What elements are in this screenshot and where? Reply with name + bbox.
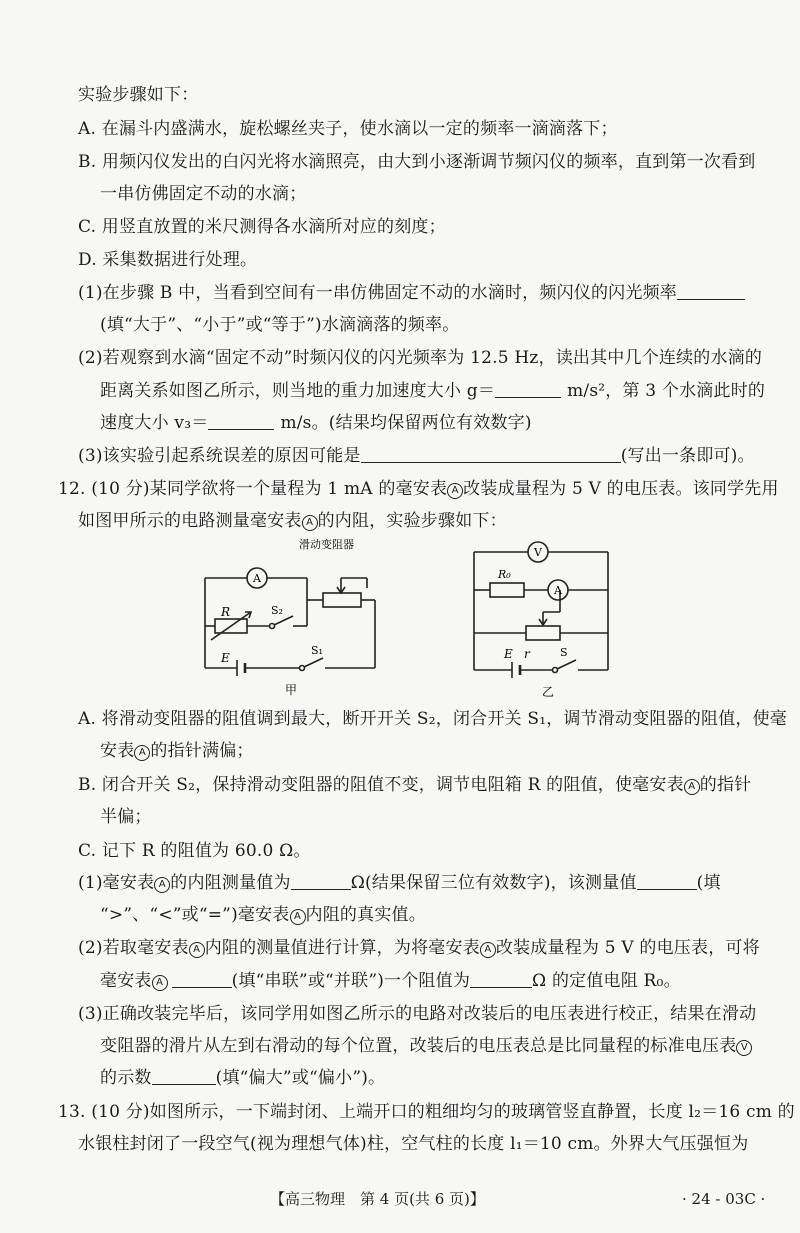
ammeter-label: A	[253, 572, 261, 585]
ammeter-symbol: A	[447, 483, 463, 499]
q12-step-a-line1: A. 将滑动变阻器的阻值调到最大，断开开关 S₂，闭合开关 S₁，调节滑动变阻器的阻值，使毫	[78, 709, 788, 729]
page-footer-code: · 24 - 03C ·	[682, 1190, 766, 1208]
ammeter-symbol: A	[134, 745, 150, 761]
answer-blank-g[interactable]	[495, 381, 561, 398]
answer-blank-v3[interactable]	[208, 413, 274, 430]
q11-part1-line1: (1)在步骤 B 中，当看到空间有一串仿佛固定不动的水滴时，频闪仪的闪光频率	[78, 282, 745, 304]
q12-part2-line2: 毫安表 A (填“串联”或“并联”)一个阻值为 Ω 的定值电阻 R₀。	[100, 971, 681, 991]
step-c: C. 用竖直放置的米尺测得各水滴所对应的刻度；	[78, 217, 446, 237]
q12-step-c: C. 记下 R 的阻值为 60.0 Ω。	[78, 841, 311, 861]
q12-step-b-line2: 半偏；	[100, 807, 152, 827]
voltmeter-symbol: V	[736, 1040, 752, 1056]
ammeter-symbol: A	[152, 975, 168, 991]
q12-part2-line1: (2)若取毫安表 A 内阻的测量值进行计算，为将毫安表 A 改装成量程为 5 V 的电压表，可将	[78, 938, 760, 958]
answer-blank-error[interactable]	[361, 446, 621, 463]
q12-step-a-line2: 安表 A 的指针满偏；	[100, 741, 254, 761]
step-d: D. 采集数据进行处理。	[78, 250, 258, 270]
q11-part2-line3: 速度大小 v₃＝ m/s。(结果均保留两位有效数字)	[100, 413, 532, 433]
voltmeter-label: V	[534, 546, 542, 559]
q11-part1-line2: (填“大于”、“小于”或“等于”)水滴滴落的频率。	[100, 315, 460, 335]
circuit-figure-jia	[195, 530, 395, 700]
ammeter-label: A	[554, 584, 562, 597]
answer-blank-resistance[interactable]	[291, 873, 351, 890]
ammeter-symbol: A	[290, 909, 306, 925]
circuit-figure-yi	[460, 530, 630, 700]
q11-part2-line2: 距离关系如图乙所示，则当地的重力加速度大小 g＝ m/s²，第 3 个水滴此时的	[100, 381, 766, 401]
ammeter-symbol: A	[154, 877, 170, 893]
q12-line2: 如图甲所示的电路测量毫安表 A 的内阻，实验步骤如下：	[78, 511, 507, 531]
steps-intro: 实验步骤如下：	[78, 85, 199, 105]
switch-s1-label: S₁	[311, 644, 323, 657]
ammeter-symbol: A	[189, 942, 205, 958]
emf-label: E	[504, 647, 513, 661]
q12-step-b-line1: B. 闭合开关 S₂，保持滑动变阻器的阻值不变，调节电阻箱 R 的阻值，使毫安表 A 的指针	[78, 775, 752, 795]
answer-blank-compare[interactable]	[637, 873, 697, 890]
step-a: A. 在漏斗内盛满水，旋松螺丝夹子，使水滴以一定的频率一滴滴落下；	[78, 119, 618, 139]
q11-part3: (3)该实验引起系统误差的原因可能是 (写出一条即可)。	[78, 446, 755, 466]
ammeter-symbol: A	[684, 779, 700, 795]
internal-resistance-label: r	[524, 647, 530, 661]
q12-part3-line3: 的示数 (填“偏大”或“偏小”)。	[100, 1068, 386, 1088]
q12-part3-line1: (3)正确改装完毕后，该同学用如图乙所示的电路对改装后的电压表进行校正，结果在滑动	[78, 1004, 757, 1024]
q11-part2-line1: (2)若观察到水滴“固定不动”时频闪仪的闪光频率为 12.5 Hz，读出其中几个连续的水滴的	[78, 348, 763, 368]
answer-blank-connection[interactable]	[172, 971, 232, 988]
resistor-box-label: R	[221, 605, 231, 619]
q12-part3-line2: 变阻器的滑片从左到右滑动的每个位置，改装后的电压表总是比同量程的标准电压表 V	[100, 1035, 752, 1057]
page-footer-center: 【高三物理 第 4 页(共 6 页)】	[270, 1190, 485, 1208]
rheostat-label: 滑动变阻器	[299, 538, 354, 551]
answer-blank-r0[interactable]	[470, 971, 532, 988]
step-b-line1: B. 用频闪仪发出的白闪光将水滴照亮，由大到小逐渐调节频闪仪的频率，直到第一次看到	[78, 152, 756, 172]
q12-line1: 12. (10 分)某同学欲将一个量程为 1 mA 的毫安表 A 改装成量程为 5 V 的电压表。该同学先用	[58, 479, 779, 499]
answer-blank-reading[interactable]	[152, 1068, 216, 1085]
step-b-line2: 一串仿佛固定不动的水滴；	[100, 184, 307, 204]
resistor-r0-label: R₀	[498, 568, 511, 581]
q13-line1: 13. (10 分)如图所示，一下端封闭、上端开口的粗细均匀的玻璃管竖直静置，长度 l₂＝16 cm 的	[58, 1102, 795, 1122]
q12-part1-line1: (1)毫安表 A 的内阻测量值为 Ω(结果保留三位有效数字)，该测量值 (填	[78, 873, 721, 893]
q12-part1-line2: “>”、“<”或“=”)毫安表 A 内阻的真实值。	[100, 905, 426, 925]
figure-caption-yi: 乙	[542, 685, 555, 699]
switch-s-label: S	[560, 646, 568, 659]
ammeter-symbol: A	[302, 515, 318, 531]
switch-s2-label: S₂	[271, 604, 283, 617]
figure-caption-jia: 甲	[285, 683, 298, 697]
ammeter-symbol: A	[480, 942, 496, 958]
answer-blank[interactable]	[677, 283, 745, 300]
emf-label: E	[221, 651, 230, 665]
q13-line2: 水银柱封闭了一段空气(视为理想气体)柱，空气柱的长度 l₁＝10 cm。外界大气压强恒为	[78, 1134, 749, 1154]
